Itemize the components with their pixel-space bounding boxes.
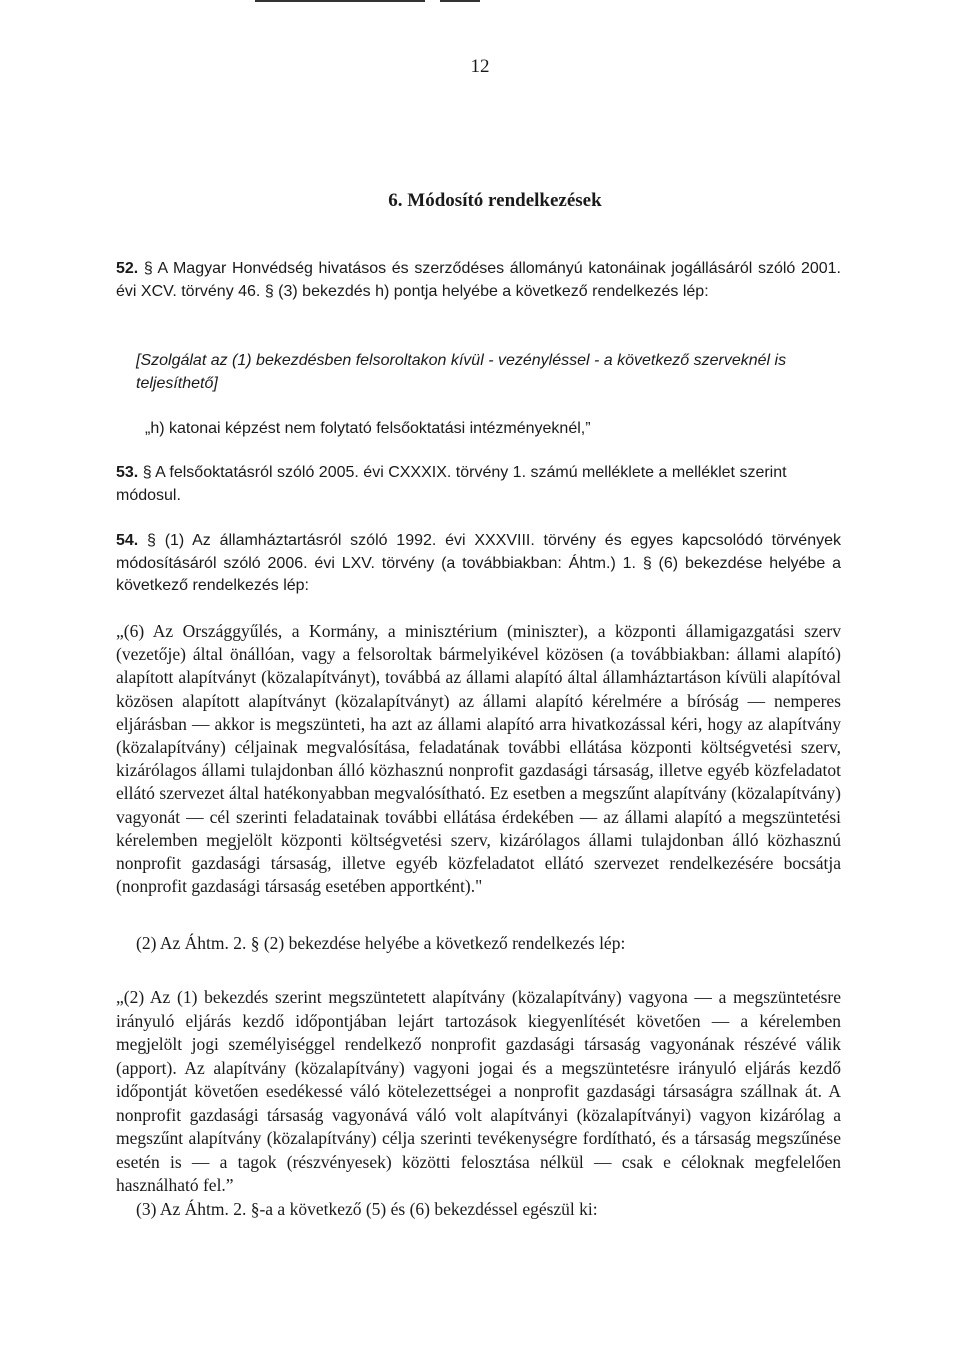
section-54-text: § (1) Az államháztartásról szóló 1992. évi XXXVIII. törvény és egyes kapcsolódó törvények módosításáról szóló 2006. évi LXV. törvény (a továbbiakban: Áhtm.) 1. § (6) bekezdése helyébe a következő rendelkezés lép: bbox=[116, 532, 841, 594]
section-53-text: § A felsőoktatásról szóló 2005. évi CXXXIX. törvény 1. számú melléklete a melléklet szerint módosul. bbox=[116, 464, 787, 504]
section-53-number: 53. bbox=[116, 464, 139, 481]
section-54-quote-2: „(2) Az (1) bekezdés szerint megszüntetett alapítvány (közalapítvány) vagyona — a megszüntetésre irányuló eljárás kezdő időpontjában lejárt tartozások kiegyenlítését követően — a kérelemben megjelölt jogi személyiséggel rendelkező nonprofit gazdasági társaság vagyonának részévé válik (apport). Az alapítvány (közalapítvány) vagyoni jogai és a megszüntetésre irányuló eljárás kezdő időpontját követően esedékessé váló kötelezettségei a nonprofit gazdasági társaságra szállnak át. A nonprofit gazdasági társaság vagyonává váló volt alapítványi (közalapítványi) vagyon kizárólag a megszűnt alapítvány (közalapítvány) célja szerinti tevékenységre fordítható, és a társaság megszűnése esetén is — a tagok (részvényesek) közötti felosztása nélkül — csak e céloknak megfelelően használható fel.” bbox=[116, 987, 841, 1195]
chapter-title: 6. Módosító rendelkezések bbox=[388, 190, 602, 211]
section-54-paragraph-3: (3) Az Áhtm. 2. §-a a következő (5) és (6) bekezdéssel egészül ki: bbox=[136, 1199, 598, 1219]
scan-edge-line bbox=[255, 0, 425, 2]
section-52-point-h: „h) katonai képzést nem folytató felsőoktatási intézményeknél,” bbox=[145, 420, 591, 437]
section-54-paragraph bbox=[116, 530, 841, 598]
section-52-bracket-text: [Szolgálat az (1) bekezdésben felsoroltakon kívül - vezényléssel - a következő szerveknél is teljesíthető] bbox=[136, 352, 787, 392]
section-52-paragraph bbox=[116, 258, 841, 303]
section-52-number: 52. bbox=[116, 260, 139, 277]
section-54-quote-6: „(6) Az Országgyűlés, a Kormány, a minisztérium (miniszter), a központi államigazgatási szerv (vezetője) által önállóan, vagy a felsoroltak bármelyikével közösen (a továbbiakban: állami alapító) alapított alapítványt (közalapítványt), továbbá az állami alapító által államháztartáson kívüli alapítóval közösen alapított alapítványt (közalapítványt) az állami alapító kérelmére a bíróság — nemperes eljárásban — akkor is megszünteti, ha azt az állami alapító arra hivatkozással kéri, hogy az alapítvány (közalapítvány) céljainak megvalósítása, feladatának további ellátása központi költségvetési szerv, kizárólagos állami tulajdonban álló közhasznú nonprofit gazdasági társaság, illetve egyéb közfeladatot ellátó szervezet által hatékonyabban megvalósítható. Ez esetben a megszűnt alapítvány (közalapítvány) vagyonát — cél szerinti feladatainak további ellátása érdekében — az állami alapító a megszüntetési kérelemben megjelölt központi költségvetési szerv, kizárólagos állami tulajdonban álló közhasznú nonprofit gazdasági társaság, illetve egyéb közfeladatot ellátó szervezet rendelkezésére bocsátja (nonprofit gazdasági társaság esetében apportként)." bbox=[116, 621, 841, 897]
scan-edge-line bbox=[440, 0, 480, 2]
section-52-text: § A Magyar Honvédség hivatásos és szerződéses állományú katonáinak jogállásáról szóló 2001. évi XCV. törvény 46. § (3) bekezdés h) pontja helyébe a következő rendelkezés lép: bbox=[116, 260, 841, 300]
section-54-paragraph-2: (2) Az Áhtm. 2. § (2) bekezdése helyébe a következő rendelkezés lép: bbox=[136, 933, 626, 953]
section-54-number: 54. bbox=[116, 532, 139, 549]
section-53-paragraph bbox=[116, 462, 841, 507]
page-number: 12 bbox=[470, 56, 490, 77]
